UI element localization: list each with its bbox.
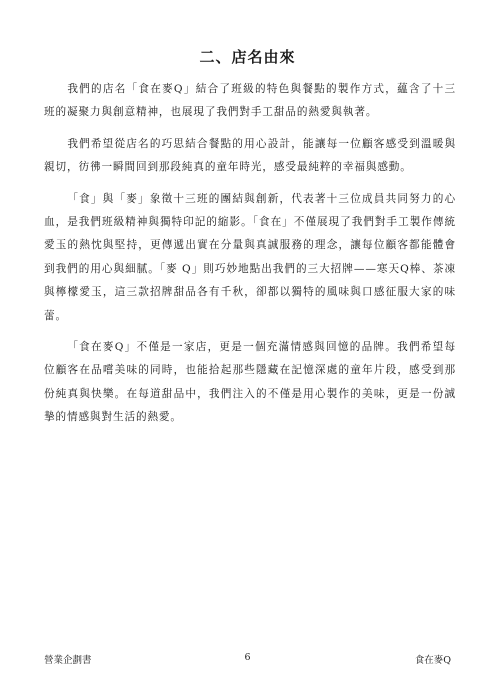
page-footer bbox=[0, 652, 495, 668]
footer-page-number: 6 bbox=[244, 652, 251, 663]
paragraph-3: 「食」與「麥」象徵十三班的團結與創新，代表著十三位成員共同努力的心血，是我們班級精神與獨特印記的縮影。「食在」不僅展現了我們對手工製作傳統愛玉的熱忱與堅持，更傳遞出實在分量與真誠服務的理念，讓每位顧客都能體會到我們的用心與細膩。「麥 Q」則巧妙地點出我們的三大招牌——寒天Q棒、茶凍與檸檬愛玉，這三款招牌甜品各有千秋，卻都以獨特的風味與口感征服大家的味蕾。 bbox=[44, 192, 456, 322]
paragraph-2: 我們希望從店名的巧思結合餐點的用心設計，能讓每一位顧客感受到溫暖與親切，彷彿一瞬間回到那段純真的童年時光，感受最純粹的幸福與感動。 bbox=[44, 137, 456, 174]
footer-document-type: 營業企劃書 bbox=[44, 655, 92, 666]
paragraph-4: 「食在麥Q」不僅是一家店，更是一個充滿情感與回憶的品牌。我們希望每位顧客在品嚐美味的同時，也能拾起那些隱藏在記憶深處的童年片段，感受到那份純真與快樂。在每道甜品中，我們注入的不僅是用心製作的美味，更是一份誠摯的情感與對生活的熱愛。 bbox=[44, 341, 456, 424]
footer-shop-name: 食在麥Q bbox=[414, 655, 451, 666]
document-body bbox=[44, 78, 456, 438]
section-title: 二、店名由來 bbox=[199, 48, 296, 66]
paragraph-1: 我們的店名「食在麥Q」結合了班級的特色與餐點的製作方式，蘊含了十三班的凝聚力與創意精神，也展現了我們對手工甜品的熱愛與執著。 bbox=[44, 83, 456, 119]
